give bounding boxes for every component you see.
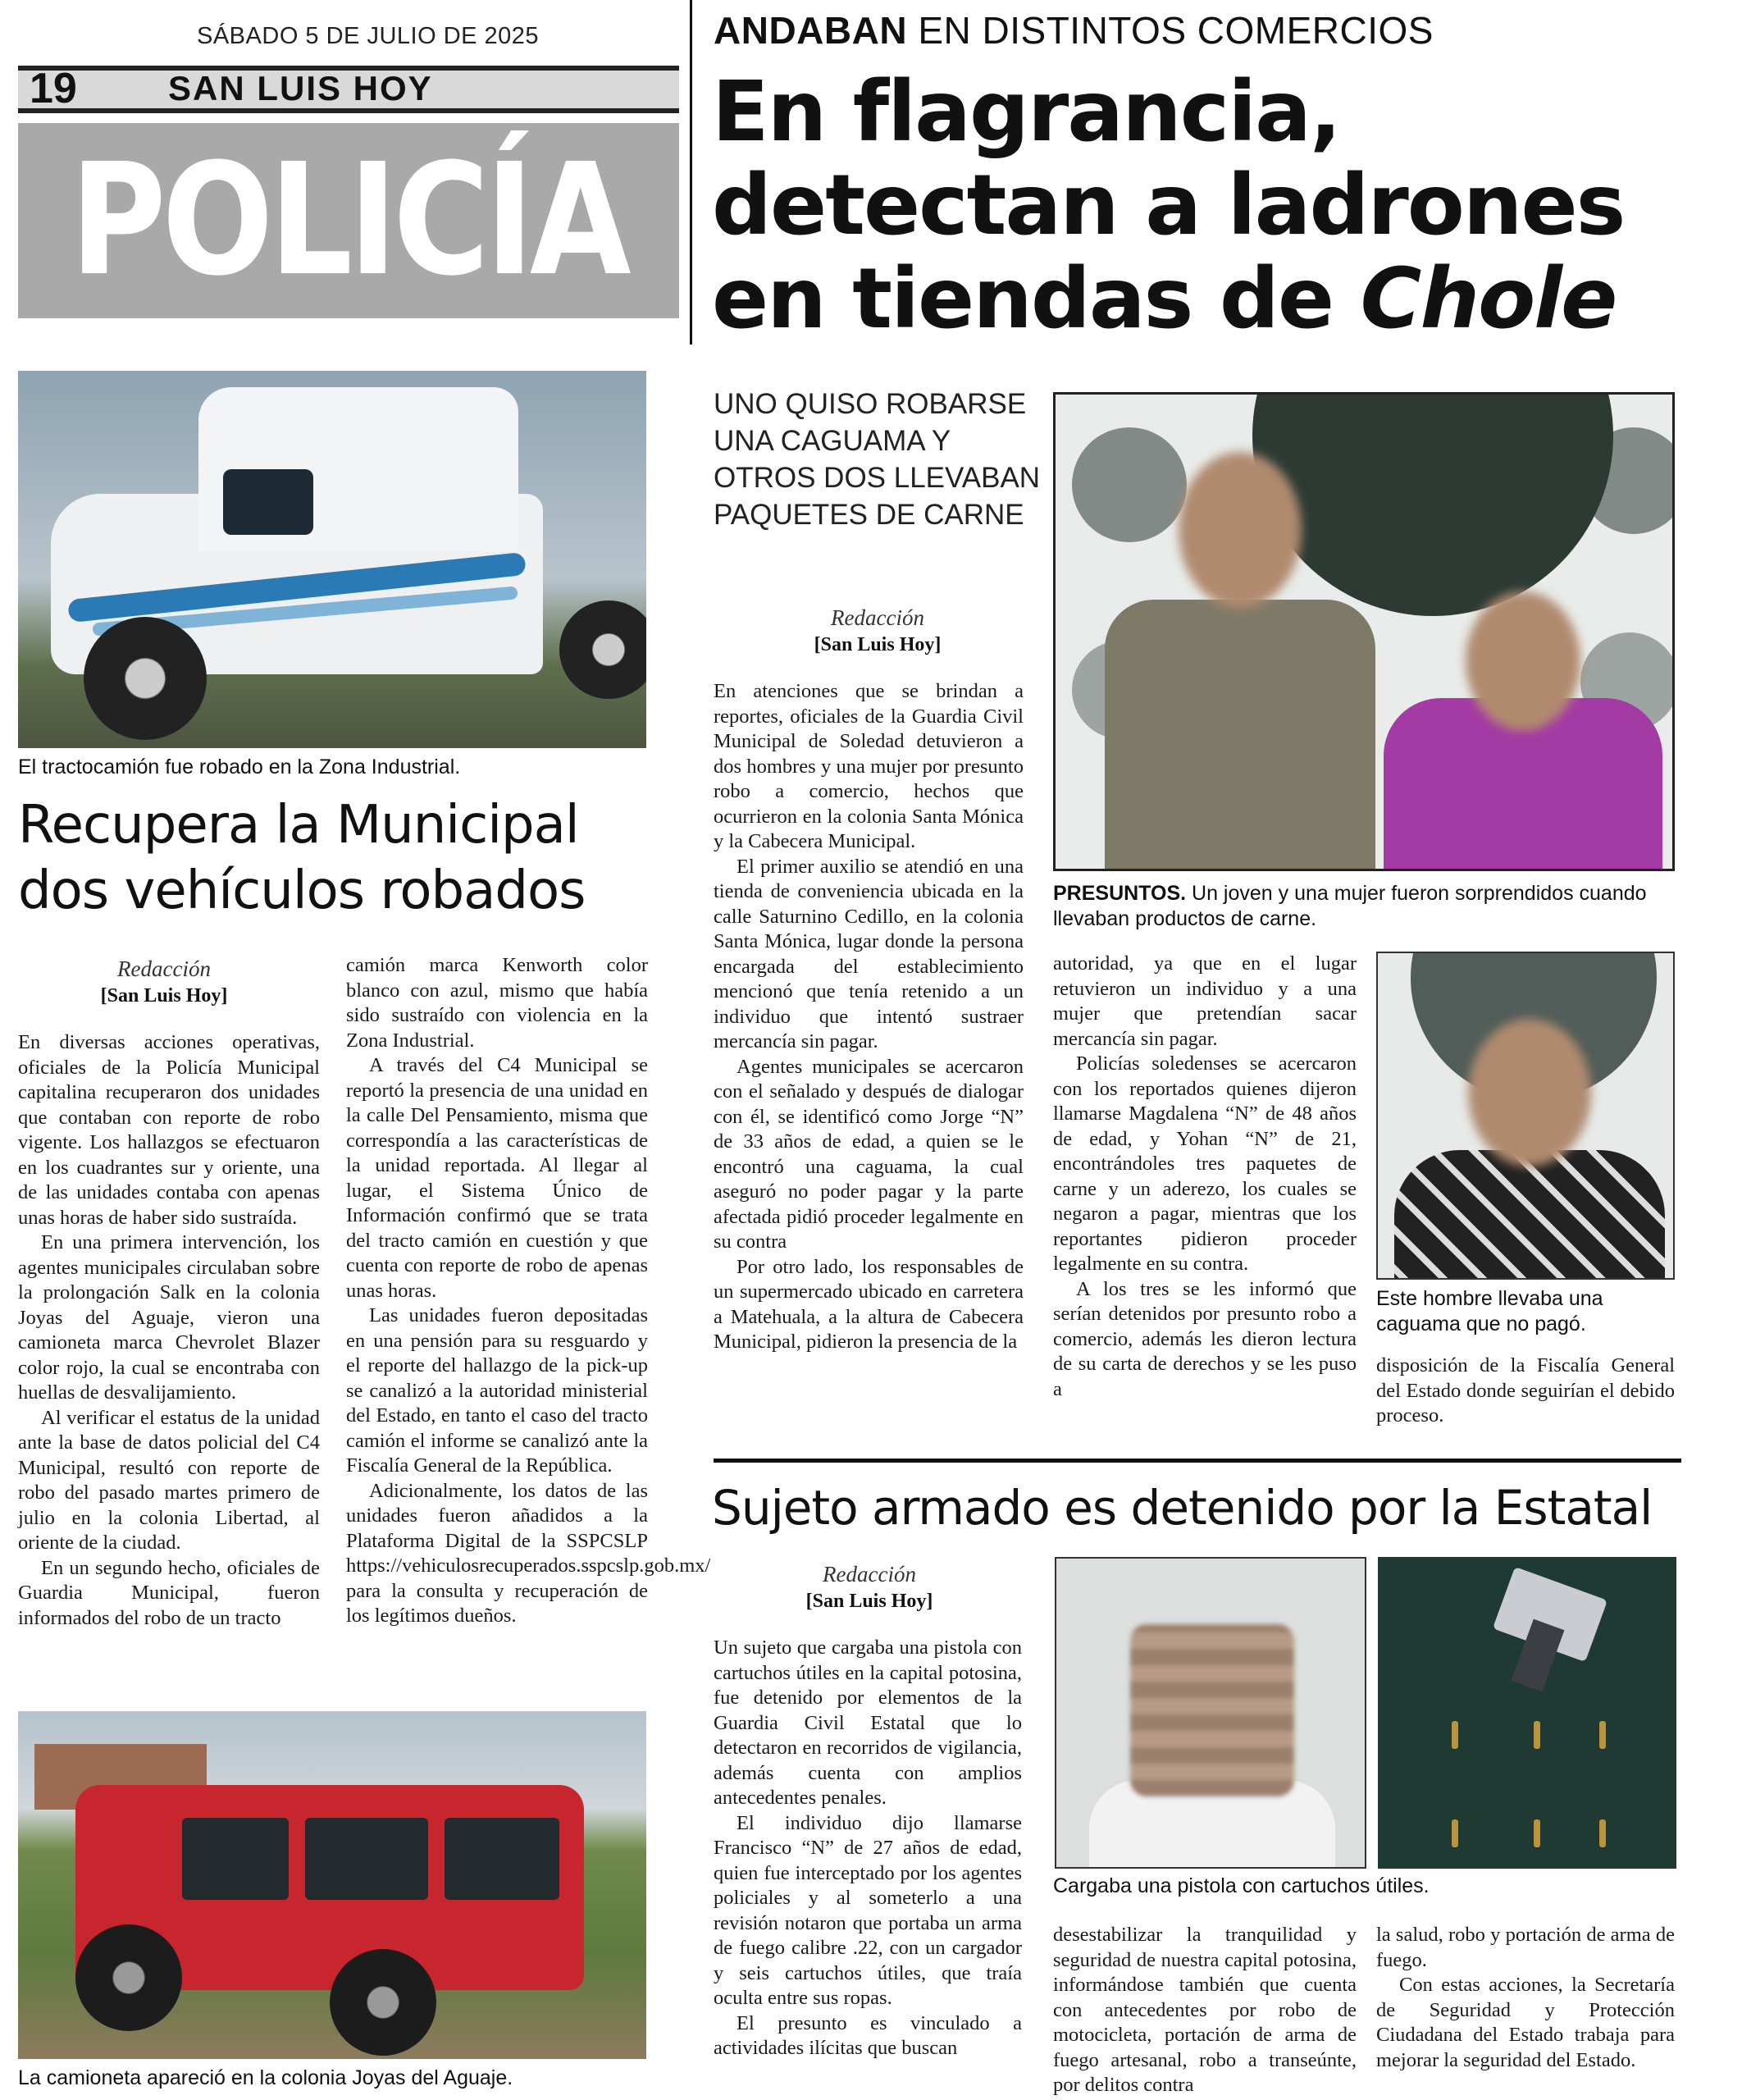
- article-column: [714, 1636, 1022, 2061]
- paragraph: El primer auxilio se atendió en una tienda de conveniencia ubicada en la calle Saturnino Cedillo, en la colonia Santa Mónica, lugar donde la persona encargada del establecimiento mencionó que tenía retenido a un individuo que intentó sustraer mercancía sin pagar.: [714, 855, 1024, 1052]
- byline: Redacción [San Luis Hoy]: [814, 605, 942, 655]
- article-column: [1376, 1923, 1675, 2073]
- paragraph: desestabilizar la tranquilidad y seguridad de nuestra capital potosina, informándose también que cuenta con antecedentes por robo de motocicleta, portación de arma de fuego artesanal, robo a transeúnte, por delitos contra: [1053, 1924, 1357, 2096]
- photo-caption: Este hombre llevaba una caguama que no pagó.: [1376, 1287, 1603, 1335]
- paragraph: la salud, robo y portación de arma de fuego.: [1376, 1924, 1675, 1971]
- paragraph: El presunto es vinculado a actividades ilícitas que buscan: [714, 2011, 1022, 2059]
- column-rule: [690, 0, 692, 345]
- article-column: [1053, 952, 1357, 1402]
- photo-caption: PRESUNTOS. Un joven y una mujer fueron sorprendidos cuando llevaban productos de carne.: [1053, 882, 1647, 930]
- paragraph: En una primera intervención, los agentes municipales circulaban sobre la prolongación Salk en la colonia Joyas del Aguaje, vieron una camioneta marca Chevrolet Blazer color rojo, la cual se encontraba con huellas de desvalijamiento.: [18, 1231, 320, 1404]
- paragraph: A los tres se les informó que serían detenidos por presunto robo a comercio, además les dieron lectura de su carta de derechos y se les puso a: [1053, 1277, 1357, 1400]
- truck-photo: [18, 371, 646, 748]
- article-column: [1053, 1923, 1357, 2098]
- paragraph: camión marca Kenworth color blanco con azul, mismo que había sido sustraído con violencia en la Zona Industrial.: [346, 954, 648, 1052]
- story-kicker: ANDABAN EN DISTINTOS COMERCIOS: [714, 9, 1434, 52]
- story-headline: Sujeto armado es detenido por la Estatal: [712, 1480, 1653, 1536]
- detainees-photo: [1053, 392, 1675, 871]
- article-column: [714, 679, 1024, 1355]
- paragraph: El individuo dijo llamarse Francisco “N” de 27 años de edad, quien fue interceptado por los agentes policiales y al someterlo a una revisión notaron que portaba un arma de fuego calibre .22, con un cargador y seis cartuchos útiles, que traía oculta entre sus ropas.: [714, 1811, 1022, 2009]
- paragraph: Adicionalmente, los datos de las unidades fueron añadidos a la Plataforma Digital de la SSPCSLP https://vehiculosrecuperados.sspcslp.gob.mx/ para la consulta y recuperación de los legítimos dueños.: [346, 1479, 711, 1627]
- paragraph: En atenciones que se brindan a reportes, oficiales de la Guardia Civil Municipal de Soledad detuvieron a dos hombres y una mujer por presunto robo a comercio, hechos que ocurrieron en la colonia Santa Mónica y la Cabecera Municipal.: [714, 680, 1024, 852]
- section-title: POLICÍA: [70, 130, 627, 310]
- suv-photo: [18, 1711, 646, 2059]
- story-subhead: UNO QUISO ROBARSE UNA CAGUAMA Y OTROS DOS LLEVABAN PAQUETES DE CARNE: [714, 388, 1041, 531]
- paragraph: autoridad, ya que en el lugar retuvieron un individuo y a una mujer que pretendían sacar mercancía sin pagar.: [1053, 952, 1357, 1050]
- paragraph: Un sujeto que cargaba una pistola con cartuchos útiles en la capital potosina, fue detenido por elementos de la Guardia Civil Estatal que lo detectaron en recorridos de vigilancia, además cuenta con amplios antecedentes penales.: [714, 1637, 1022, 1809]
- police-badge-icon: [1252, 392, 1613, 616]
- paragraph: Al verificar el estatus de la unidad ante la base de datos policial del C4 Municipal, resultó con reporte de robo del pasado martes primero de julio en la colonia Libertad, al oriente de la ciudad.: [18, 1406, 320, 1554]
- paragraph: Agentes municipales se acercaron con el señalado y después de dialogar con él, se identificó como Jorge “N” de 33 años de edad, a quien se le encontró una caguama, la cual aseguró no poder pagar y la parte afectada pidió proceder legalmente en su contra: [714, 1055, 1024, 1253]
- section-banner: [18, 123, 679, 318]
- photo-caption: Cargaba una pistola con cartuchos útiles.: [1053, 1874, 1430, 1897]
- paragraph: En diversas acciones operativas, oficiales de la Policía Municipal capitalina recuperaron dos unidades que contaban con reporte de robo vigente. Los hallazgos se efectuaron en los cuadrantes sur y oriente, una de las unidades contaba con apenas unas horas de haber sido sustraída.: [18, 1031, 320, 1229]
- paragraph: disposición de la Fiscalía General del Estado donde seguirían el debido proceso.: [1376, 1354, 1675, 1427]
- paragraph: Con estas acciones, la Secretaría de Seguridad y Protección Ciudadana del Estado trabaja para mejorar la seguridad del Estado.: [1376, 1974, 1675, 2071]
- main-headline: En flagrancia, detectan a ladrones en tiendas de Chole: [712, 63, 1625, 348]
- paragraph: Las unidades fueron depositadas en una pensión para su resguardo y el reporte del hallazgo de la pick-up se canalizó a la autoridad ministerial del Estado, en tanto el caso del tracto camión el informe se canalizó ante la Fiscalía General de la República.: [346, 1304, 648, 1477]
- story-headline: Recupera la Municipal dos vehículos robados: [18, 795, 586, 921]
- article-column: [346, 953, 711, 1629]
- paragraph: Por otro lado, los responsables de un supermercado ubicado en carretera a Matehuala, a la altura de Cabecera Municipal, pidieron la presencia de la: [714, 1255, 1024, 1353]
- issue-date: SÁBADO 5 DE JULIO DE 2025: [197, 23, 540, 49]
- paragraph: A través del C4 Municipal se reportó la presencia de una unidad en la calle Del Pensamiento, misma que correspondía a las características de la unidad reportada. Al llegar al lugar, el Sistema Único de Información confirmó que se trata del tracto camión en cuestión y que cuenta con reporte de robo de apenas unas horas.: [346, 1054, 648, 1302]
- armed-suspect-photo: [1055, 1557, 1366, 1869]
- photo-caption: La camioneta apareció en la colonia Joyas del Aguaje.: [18, 2066, 513, 2089]
- byline: Redacción [San Luis Hoy]: [805, 1562, 933, 1612]
- page-number: 19: [30, 65, 77, 112]
- article-column: [1376, 1354, 1675, 1429]
- seized-gun-photo: [1378, 1557, 1676, 1869]
- paragraph: Policías soledenses se acercaron con los reportados quienes dijeron llamarse Magdalena “N” de 48 años de edad, y Yohan “N” de 21, encontrándoles tres paquetes de carne y un aderezo, los cuales se negaron a pagar, mientras que los reportantes pidieron proceder legalmente en su contra.: [1053, 1052, 1357, 1275]
- paragraph: En un segundo hecho, oficiales de Guardia Municipal, fueron informados del robo de un tracto: [18, 1556, 320, 1629]
- newspaper-name: SAN LUIS HOY: [168, 69, 433, 107]
- section-rule: [714, 1459, 1681, 1463]
- article-column: [18, 1030, 320, 1631]
- suspect-photo: [1376, 952, 1675, 1280]
- byline: Redacción [San Luis Hoy]: [100, 956, 228, 1007]
- photo-caption: El tractocamión fue robado en la Zona Industrial.: [18, 756, 461, 778]
